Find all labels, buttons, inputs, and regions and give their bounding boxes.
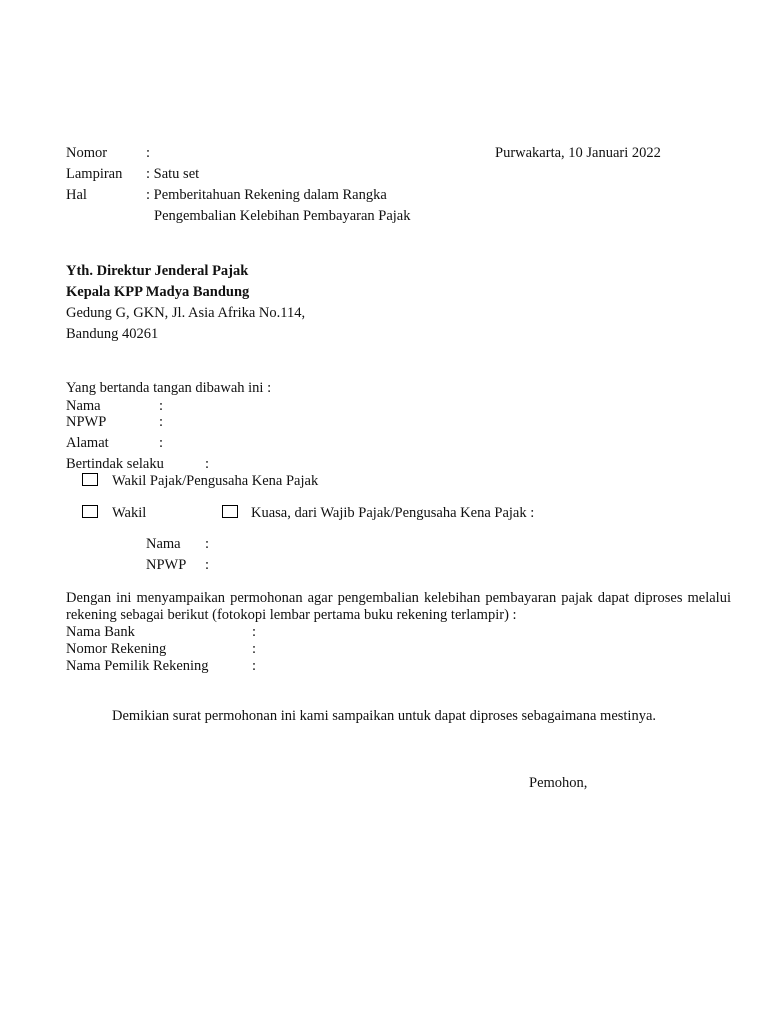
option-kuasa: Kuasa, dari Wajib Pajak/Pengusaha Kena Pajak : [251,505,535,521]
checkbox-wakil[interactable] [82,505,98,518]
place-date: Purwakarta, 10 Januari 2022 [495,145,661,161]
nomor-separator: : [146,145,151,161]
signer-intro: Yang bertanda tangan dibawah ini : [66,380,272,396]
bank-sep: : [252,624,257,640]
represented-nama-label: Nama [146,536,181,552]
option-wakil: Wakil [112,505,147,521]
lampiran-label: Lampiran [66,166,123,182]
signer-nama-label: Nama [66,398,101,414]
pemilik-sep: : [252,658,257,674]
represented-nama-sep: : [205,536,210,552]
nomor-label: Nomor [66,145,108,161]
rekening-label: Nomor Rekening [66,641,167,657]
signer-alamat-sep: : [159,435,164,451]
hal-value-line1: : Pemberitahuan Rekening dalam Rangka [146,187,387,203]
lampiran-value: : Satu set [146,166,200,182]
recipient-office: Kepala KPP Madya Bandung [66,284,250,300]
closing-sentence: Demikian surat permohonan ini kami sampaikan untuk dapat diproses sebagaimana mestinya. [112,708,657,724]
bertindak-sep: : [205,456,210,472]
bertindak-label: Bertindak selaku [66,456,164,472]
signer-nama-sep: : [159,398,164,414]
signer-npwp-sep: : [159,414,164,430]
represented-npwp-label: NPWP [146,557,187,573]
request-paragraph: Dengan ini menyampaikan permohonan agar pengembalian kelebihan pembayaran pajak dapat diproses melalui rekening sebagai berikut (fotokopi lembar pertama buku rekening terlampir) : [66,590,731,623]
rekening-sep: : [252,641,257,657]
checkbox-wakil-pajak[interactable] [82,473,98,486]
checkbox-kuasa[interactable] [222,505,238,518]
recipient-address-line2: Bandung 40261 [66,326,159,342]
signer-npwp-label: NPWP [66,414,107,430]
recipient-address-line1: Gedung G, GKN, Jl. Asia Afrika No.114, [66,305,306,321]
represented-npwp-sep: : [205,557,210,573]
option-wakil-pajak: Wakil Pajak/Pengusaha Kena Pajak [112,473,319,489]
hal-label: Hal [66,187,87,203]
recipient-title: Yth. Direktur Jenderal Pajak [66,263,249,279]
pemilik-label: Nama Pemilik Rekening [66,658,209,674]
signature-label: Pemohon, [529,775,588,791]
hal-value-line2: Pengembalian Kelebihan Pembayaran Pajak [154,208,411,224]
bank-label: Nama Bank [66,624,135,640]
signer-alamat-label: Alamat [66,435,109,451]
